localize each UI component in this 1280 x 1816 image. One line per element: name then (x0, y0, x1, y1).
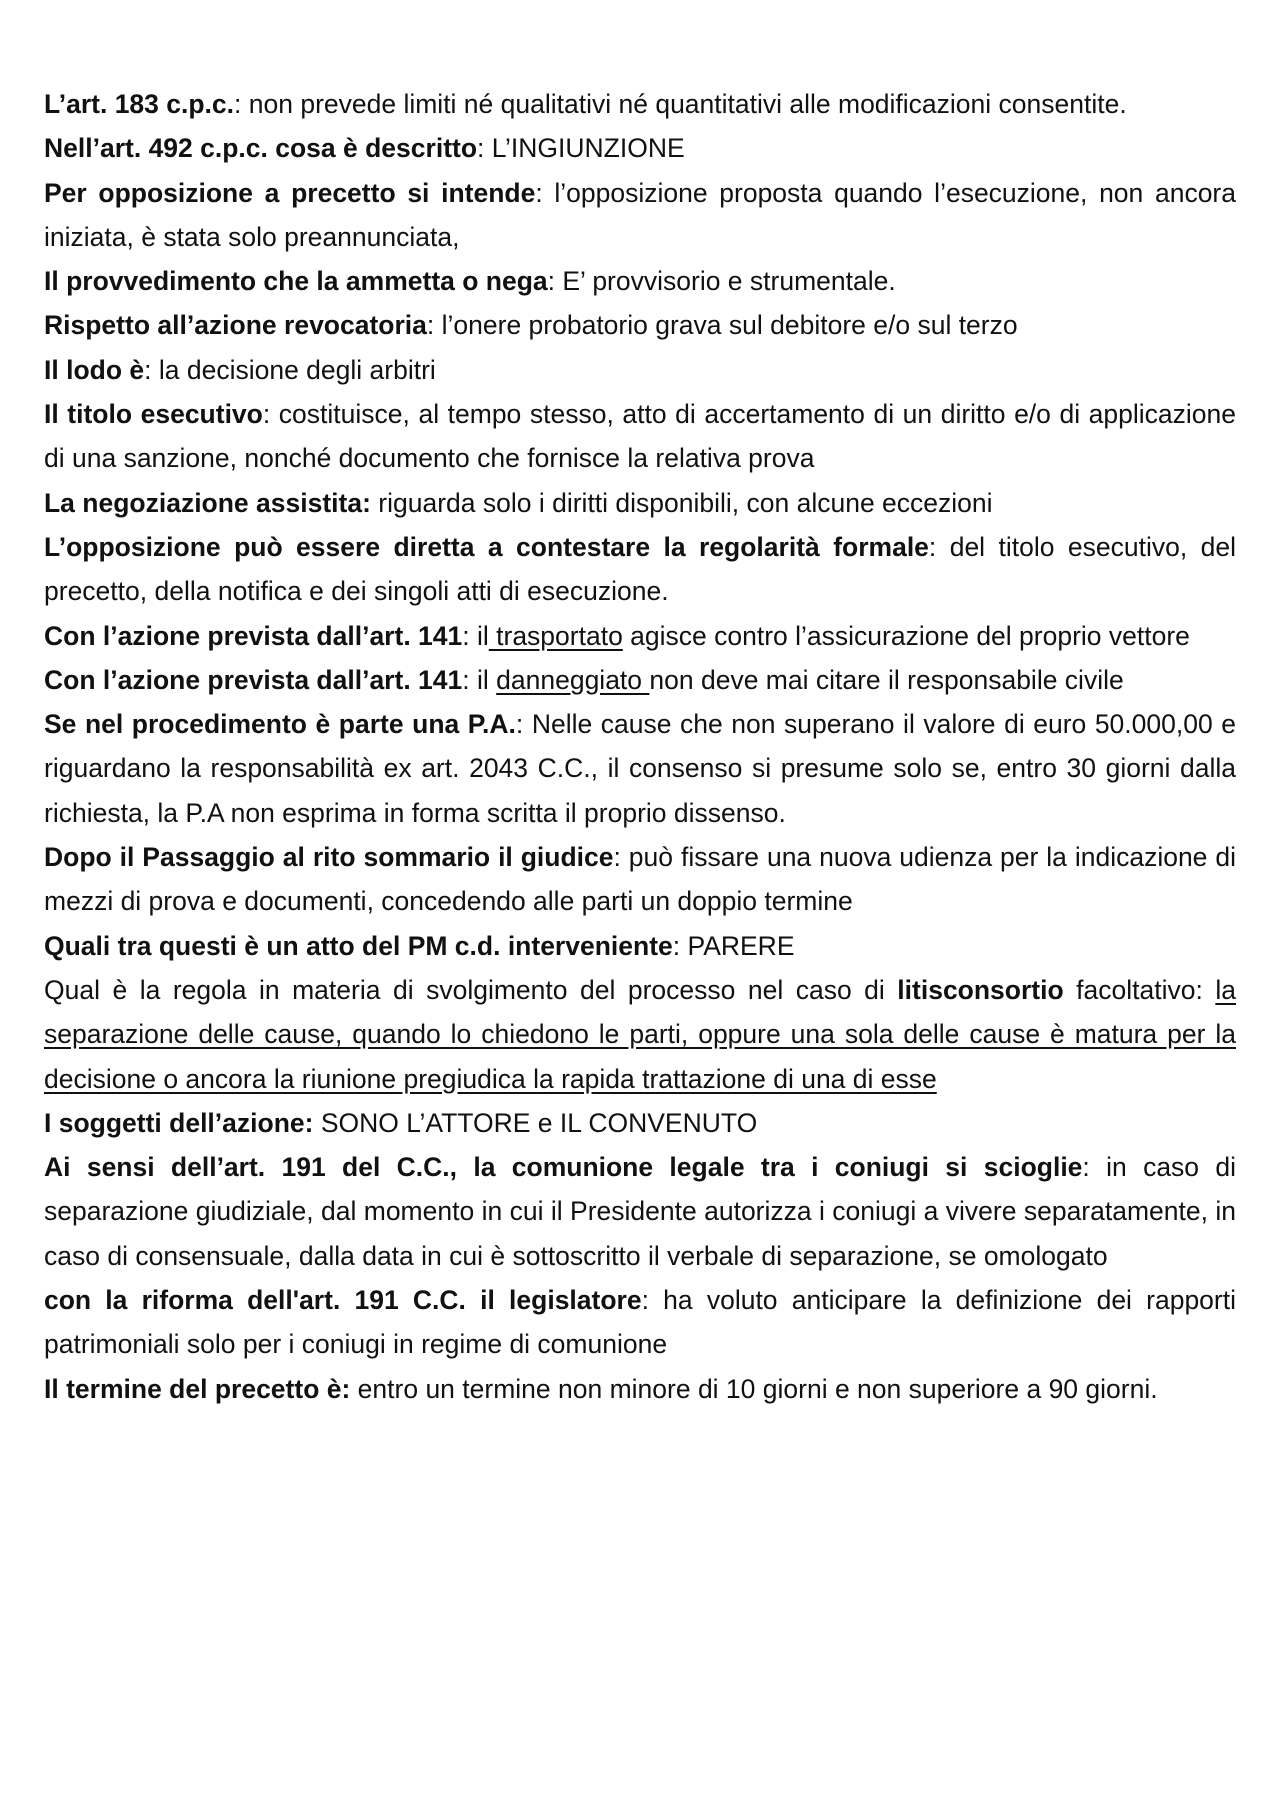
entry-parte-pa (44, 702, 1236, 835)
question: Se nel procedimento è parte una P.A. (44, 709, 516, 740)
question: La negoziazione assistita: (44, 487, 371, 518)
question: Nell’art. 492 c.p.c. cosa è descritto (44, 133, 478, 164)
entry-riforma-art-191 (44, 1278, 1236, 1367)
entry-opposizione-precetto (44, 171, 1236, 260)
entry-provvedimento (44, 259, 1236, 303)
answer: : non prevede limiti né qualitativi né quantitativi alle modificazioni consentite. (234, 89, 1127, 119)
entry-pm-interveniente (44, 924, 1236, 968)
answer: : in caso di separazione giudiziale, dal momento in cui il Presidente autorizza i coniugi a vivere separatamente, in caso di consensuale, dalla data in cui è sottoscritto il verbale di separazione, se omologato (44, 1152, 1236, 1271)
entry-art-141-trasportato (44, 614, 1236, 658)
answer: facoltativo: (1063, 974, 1216, 1005)
answer: : la decisione degli arbitri (144, 354, 436, 385)
answer: non deve mai citare il responsabile civile (649, 664, 1124, 695)
question: Il lodo è (44, 354, 145, 385)
entry-litisconsortio (44, 968, 1236, 1101)
question: con la riforma dell'art. 191 C.C. il legislatore (44, 1285, 642, 1316)
question: Dopo il Passaggio al rito sommario il giudice (44, 842, 614, 873)
answer: : costituisce, al tempo stesso, atto di accertamento di un diritto e/o di applicazione di una sanzione, nonché documento che fornisce la relativa prova (44, 399, 1236, 474)
question: Con l’azione prevista dall’art. 141 (44, 664, 463, 695)
answer: agisce contro l’assicurazione del proprio vettore (622, 620, 1190, 651)
entry-art-191-comunione (44, 1145, 1236, 1278)
entry-lodo (44, 348, 1236, 392)
answer: : ha voluto anticipare la definizione dei rapporti patrimoniali solo per i coniugi in regime di comunione (44, 1285, 1236, 1360)
answer: : l’opposizione proposta quando l’esecuzione, non ancora iniziata, è stata solo preannunciata, (44, 177, 1236, 252)
question-prefix: Qual è la regola in materia di svolgimento del processo nel caso di (44, 974, 898, 1005)
answer: : Nelle cause che non superano il valore di euro 50.000,00 e riguardano la responsabilità ex art. 2043 C.C., il consenso si presume solo se, entro 30 giorni dalla richiesta, la P.A non esprima in forma scritta il proprio dissenso. (44, 709, 1236, 828)
entry-azione-revocatoria (44, 303, 1236, 347)
answer: : il (462, 664, 497, 695)
entry-art-492 (44, 126, 1236, 170)
answer: : l’onere probatorio grava sul debitore e/o sul terzo (426, 310, 1018, 341)
answer: : L’INGIUNZIONE (477, 133, 685, 164)
underlined-text: trasportato (488, 620, 623, 651)
underlined-text: la separazione delle cause, quando lo chiedono le parti, oppure una sola delle cause è matura per la decisione o ancora la riunione pregiudica la rapida trattazione di una di esse (44, 974, 1236, 1094)
question: Il termine del precetto è: (44, 1373, 351, 1404)
entry-soggetti-azione (44, 1101, 1236, 1145)
entry-art-183 (44, 82, 1236, 126)
question: Rispetto all’azione revocatoria (44, 310, 427, 341)
answer: riguarda solo i diritti disponibili, con alcune eccezioni (370, 487, 993, 518)
question: Ai sensi dell’art. 191 del C.C., la comunione legale tra i coniugi si scioglie (44, 1152, 1083, 1183)
question: I soggetti dell’azione: (44, 1107, 314, 1138)
entry-opposizione-regolarita (44, 525, 1236, 614)
entry-termine-precetto (44, 1367, 1236, 1411)
question: Con l’azione prevista dall’art. 141 (44, 620, 463, 651)
answer: : PARERE (672, 930, 795, 961)
answer: entro un termine non minore di 10 giorni e non superiore a 90 giorni. (350, 1373, 1158, 1404)
question: Per opposizione a precetto si intende (44, 177, 536, 208)
answer: : può fissare una nuova udienza per la indicazione di mezzi di prova e documenti, concedendo alle parti un doppio termine (44, 842, 1236, 917)
answer: : del titolo esecutivo, del precetto, della notifica e dei singoli atti di esecuzione. (44, 531, 1236, 607)
entry-negoziazione-assistita (44, 481, 1236, 525)
entry-rito-sommario (44, 835, 1236, 924)
question: L’art. 183 c.p.c. (44, 89, 235, 119)
question: Il titolo esecutivo (44, 399, 263, 430)
answer: SONO L’ATTORE e IL CONVENUTO (313, 1107, 758, 1138)
question: litisconsortio (897, 974, 1064, 1005)
question: Quali tra questi è un atto del PM c.d. interveniente (44, 930, 673, 961)
question: L’opposizione può essere diretta a contestare la regolarità formale (44, 531, 929, 562)
question: Il provvedimento che la ammetta o nega (44, 266, 548, 297)
entry-titolo-esecutivo (44, 392, 1236, 481)
entry-art-141-danneggiato (44, 658, 1236, 702)
answer: : il (462, 620, 489, 651)
answer: : E’ provvisorio e strumentale. (547, 266, 896, 297)
underlined-text: danneggiato (496, 664, 650, 695)
